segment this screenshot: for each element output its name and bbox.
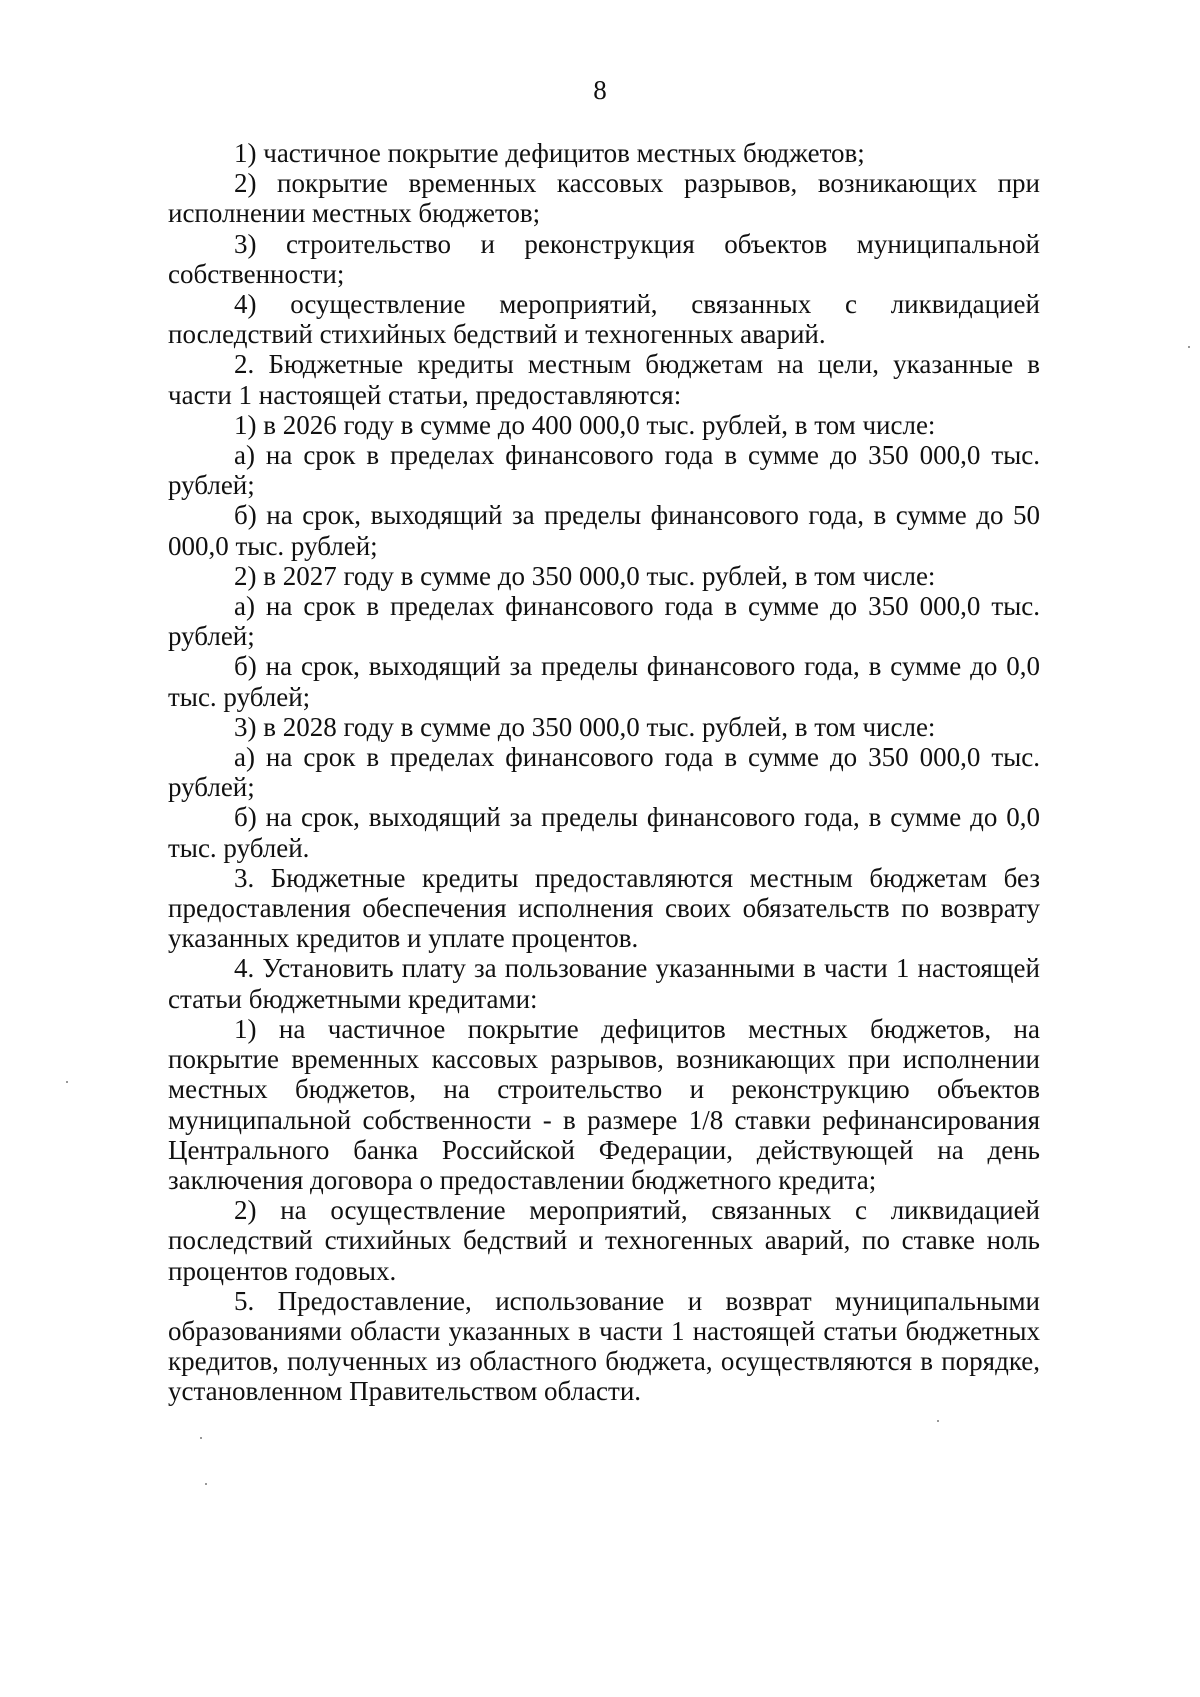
paragraph-3: 3. Бюджетные кредиты предоставляются местным бюджетам без предоставления обеспечения исполнения своих обязательств по возврату указанных кредитов и уплате процентов. <box>168 862 1040 954</box>
scan-speck <box>66 1081 68 1083</box>
paragraph-2-1: 1) в 2026 году в сумме до 400 000,0 тыс. рублей, в том числе: <box>234 409 936 440</box>
paragraph-5: 5. Предоставление, использование и возврат муниципальными образованиями области указанных в части 1 настоящей статьи бюджетных кредитов, полученных из областного бюджета, осуществляются в порядке, установленном Правительством области. <box>168 1285 1040 1407</box>
paragraph-2-3-b: б) на срок, выходящий за пределы финансового года, в сумме до 0,0 тыс. рублей. <box>168 802 1040 863</box>
paragraph-2-1-b: б) на срок, выходящий за пределы финансового года, в сумме до 50 000,0 тыс. рублей; <box>168 500 1040 561</box>
paragraph-1-4: 4) осуществление мероприятий, связанных с ликвидацией последствий стихийных бедствий и техногенных аварий. <box>168 289 1040 350</box>
paragraph-2-2: 2) в 2027 году в сумме до 350 000,0 тыс. рублей, в том числе: <box>234 560 936 591</box>
paragraph-1-1: 1) частичное покрытие дефицитов местных бюджетов; <box>234 138 865 168</box>
paragraph-4-2: 2) на осуществление мероприятий, связанных с ликвидацией последствий стихийных бедствий и техногенных аварий, по ставке ноль процентов годовых. <box>168 1195 1040 1286</box>
document-body <box>168 138 1040 1407</box>
scan-speck <box>205 1483 207 1485</box>
scan-speck <box>1188 346 1190 348</box>
scan-speck <box>200 1437 202 1439</box>
paragraph-2-3-a: а) на срок в пределах финансового года в сумме до 350 000,0 тыс. рублей; <box>168 742 1040 803</box>
paragraph-4-1: 1) на частичное покрытие дефицитов местных бюджетов, на покрытие временных кассовых разрывов, возникающих при исполнении местных бюджетов, на строительство и реконструкцию объектов муниципальной собственности - в размере 1/8 ставки рефинансирования Центрального банка Российской Федерации, действующей на день заключения договора о предоставлении бюджетного кредита; <box>168 1013 1040 1195</box>
paragraph-2-2-a: а) на срок в пределах финансового года в сумме до 350 000,0 тыс. рублей; <box>168 591 1040 652</box>
paragraph-2-3: 3) в 2028 году в сумме до 350 000,0 тыс. рублей, в том числе: <box>234 711 936 742</box>
paragraph-1-3: 3) строительство и реконструкция объектов муниципальной собственности; <box>168 228 1040 289</box>
page-number: 8 <box>593 75 607 105</box>
paragraph-2: 2. Бюджетные кредиты местным бюджетам на цели, указанные в части 1 настоящей статьи, предоставляются: <box>168 349 1040 410</box>
paragraph-1-2: 2) покрытие временных кассовых разрывов, возникающих при исполнении местных бюджетов; <box>168 168 1040 229</box>
paragraph-2-1-a: а) на срок в пределах финансового года в сумме до 350 000,0 тыс. рублей; <box>168 440 1040 501</box>
paragraph-2-2-b: б) на срок, выходящий за пределы финансового года, в сумме до 0,0 тыс. рублей; <box>168 651 1040 712</box>
scan-speck <box>937 1420 939 1422</box>
paragraph-4: 4. Установить плату за пользование указанными в части 1 настоящей статьи бюджетными кредитами: <box>168 953 1040 1014</box>
